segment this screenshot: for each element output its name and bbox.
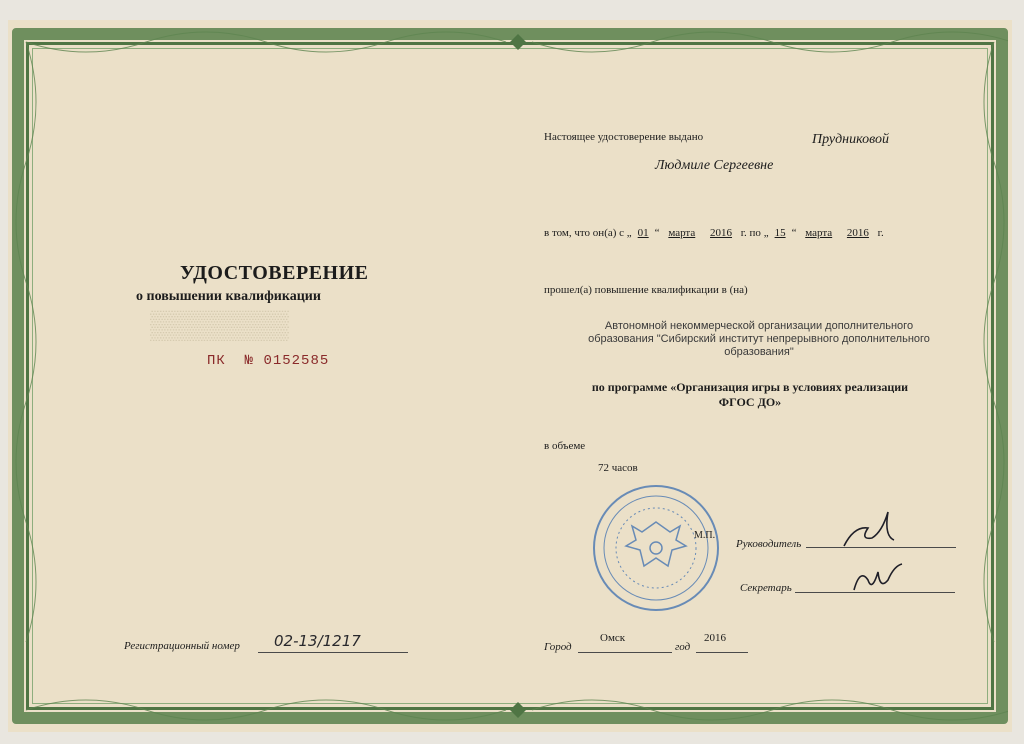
issued-label: Настоящее удостоверение выдано (544, 131, 704, 143)
city-line (578, 652, 672, 653)
volume-label: в объеме (544, 440, 586, 452)
city-value: Омск (600, 632, 626, 644)
city-label: Город (544, 641, 572, 653)
number-value: 0152585 (263, 353, 330, 369)
close-quote-2: “ (791, 227, 797, 239)
head-signature (840, 508, 900, 558)
open-quote-2: „ (763, 227, 769, 239)
official-stamp (590, 482, 722, 614)
end-month: марта (805, 227, 833, 239)
certificate-number (207, 353, 329, 369)
program-name: по программе «Организация игры в условиях реализации ФГОС ДО» (591, 380, 909, 409)
organization-name: Автономной некоммерческой организации дополнительного образования "Сибирский институт непрерывного дополнительного образования" (588, 320, 930, 358)
start-month: марта (668, 227, 696, 239)
watermark: ▒▒▒▒▒▒▒ (150, 310, 289, 341)
year-line (696, 652, 748, 653)
year-value: 2016 (704, 632, 726, 644)
recipient-surname: Прудниковой (812, 132, 890, 147)
reg-number-value: 02-13/1217 (274, 632, 361, 650)
certificate-subtitle: о повышении квалификации (136, 289, 321, 304)
period-prefix: в том, что он(а) с (544, 227, 625, 239)
reg-number-label: Регистрационный номер (124, 640, 240, 652)
period-line (544, 227, 884, 239)
end-day: 15 (774, 227, 786, 239)
year-label: год (675, 641, 691, 653)
reg-number-line (258, 652, 408, 653)
number-sign: № (244, 353, 255, 369)
close-quote-1: “ (654, 227, 660, 239)
open-quote-1: „ (626, 227, 632, 239)
stamp-place-label: М.П. (694, 530, 716, 541)
start-day: 01 (637, 227, 649, 239)
end-year: 2016 (846, 227, 869, 239)
secretary-signature (850, 560, 910, 600)
head-label: Руководитель (736, 538, 802, 550)
period-suffix: г. (877, 227, 884, 239)
recipient-name: Людмиле Сергеевне (655, 158, 774, 173)
passed-label: прошел(а) повышение квалификации в (на) (544, 284, 748, 296)
period-mid: г. по (740, 227, 761, 239)
secretary-label: Секретарь (740, 582, 792, 594)
start-year: 2016 (710, 227, 733, 239)
volume-value: 72 часов (598, 462, 638, 474)
series-label: ПК (207, 353, 226, 369)
certificate-title: УДОСТОВЕРЕНИЕ (180, 262, 369, 284)
